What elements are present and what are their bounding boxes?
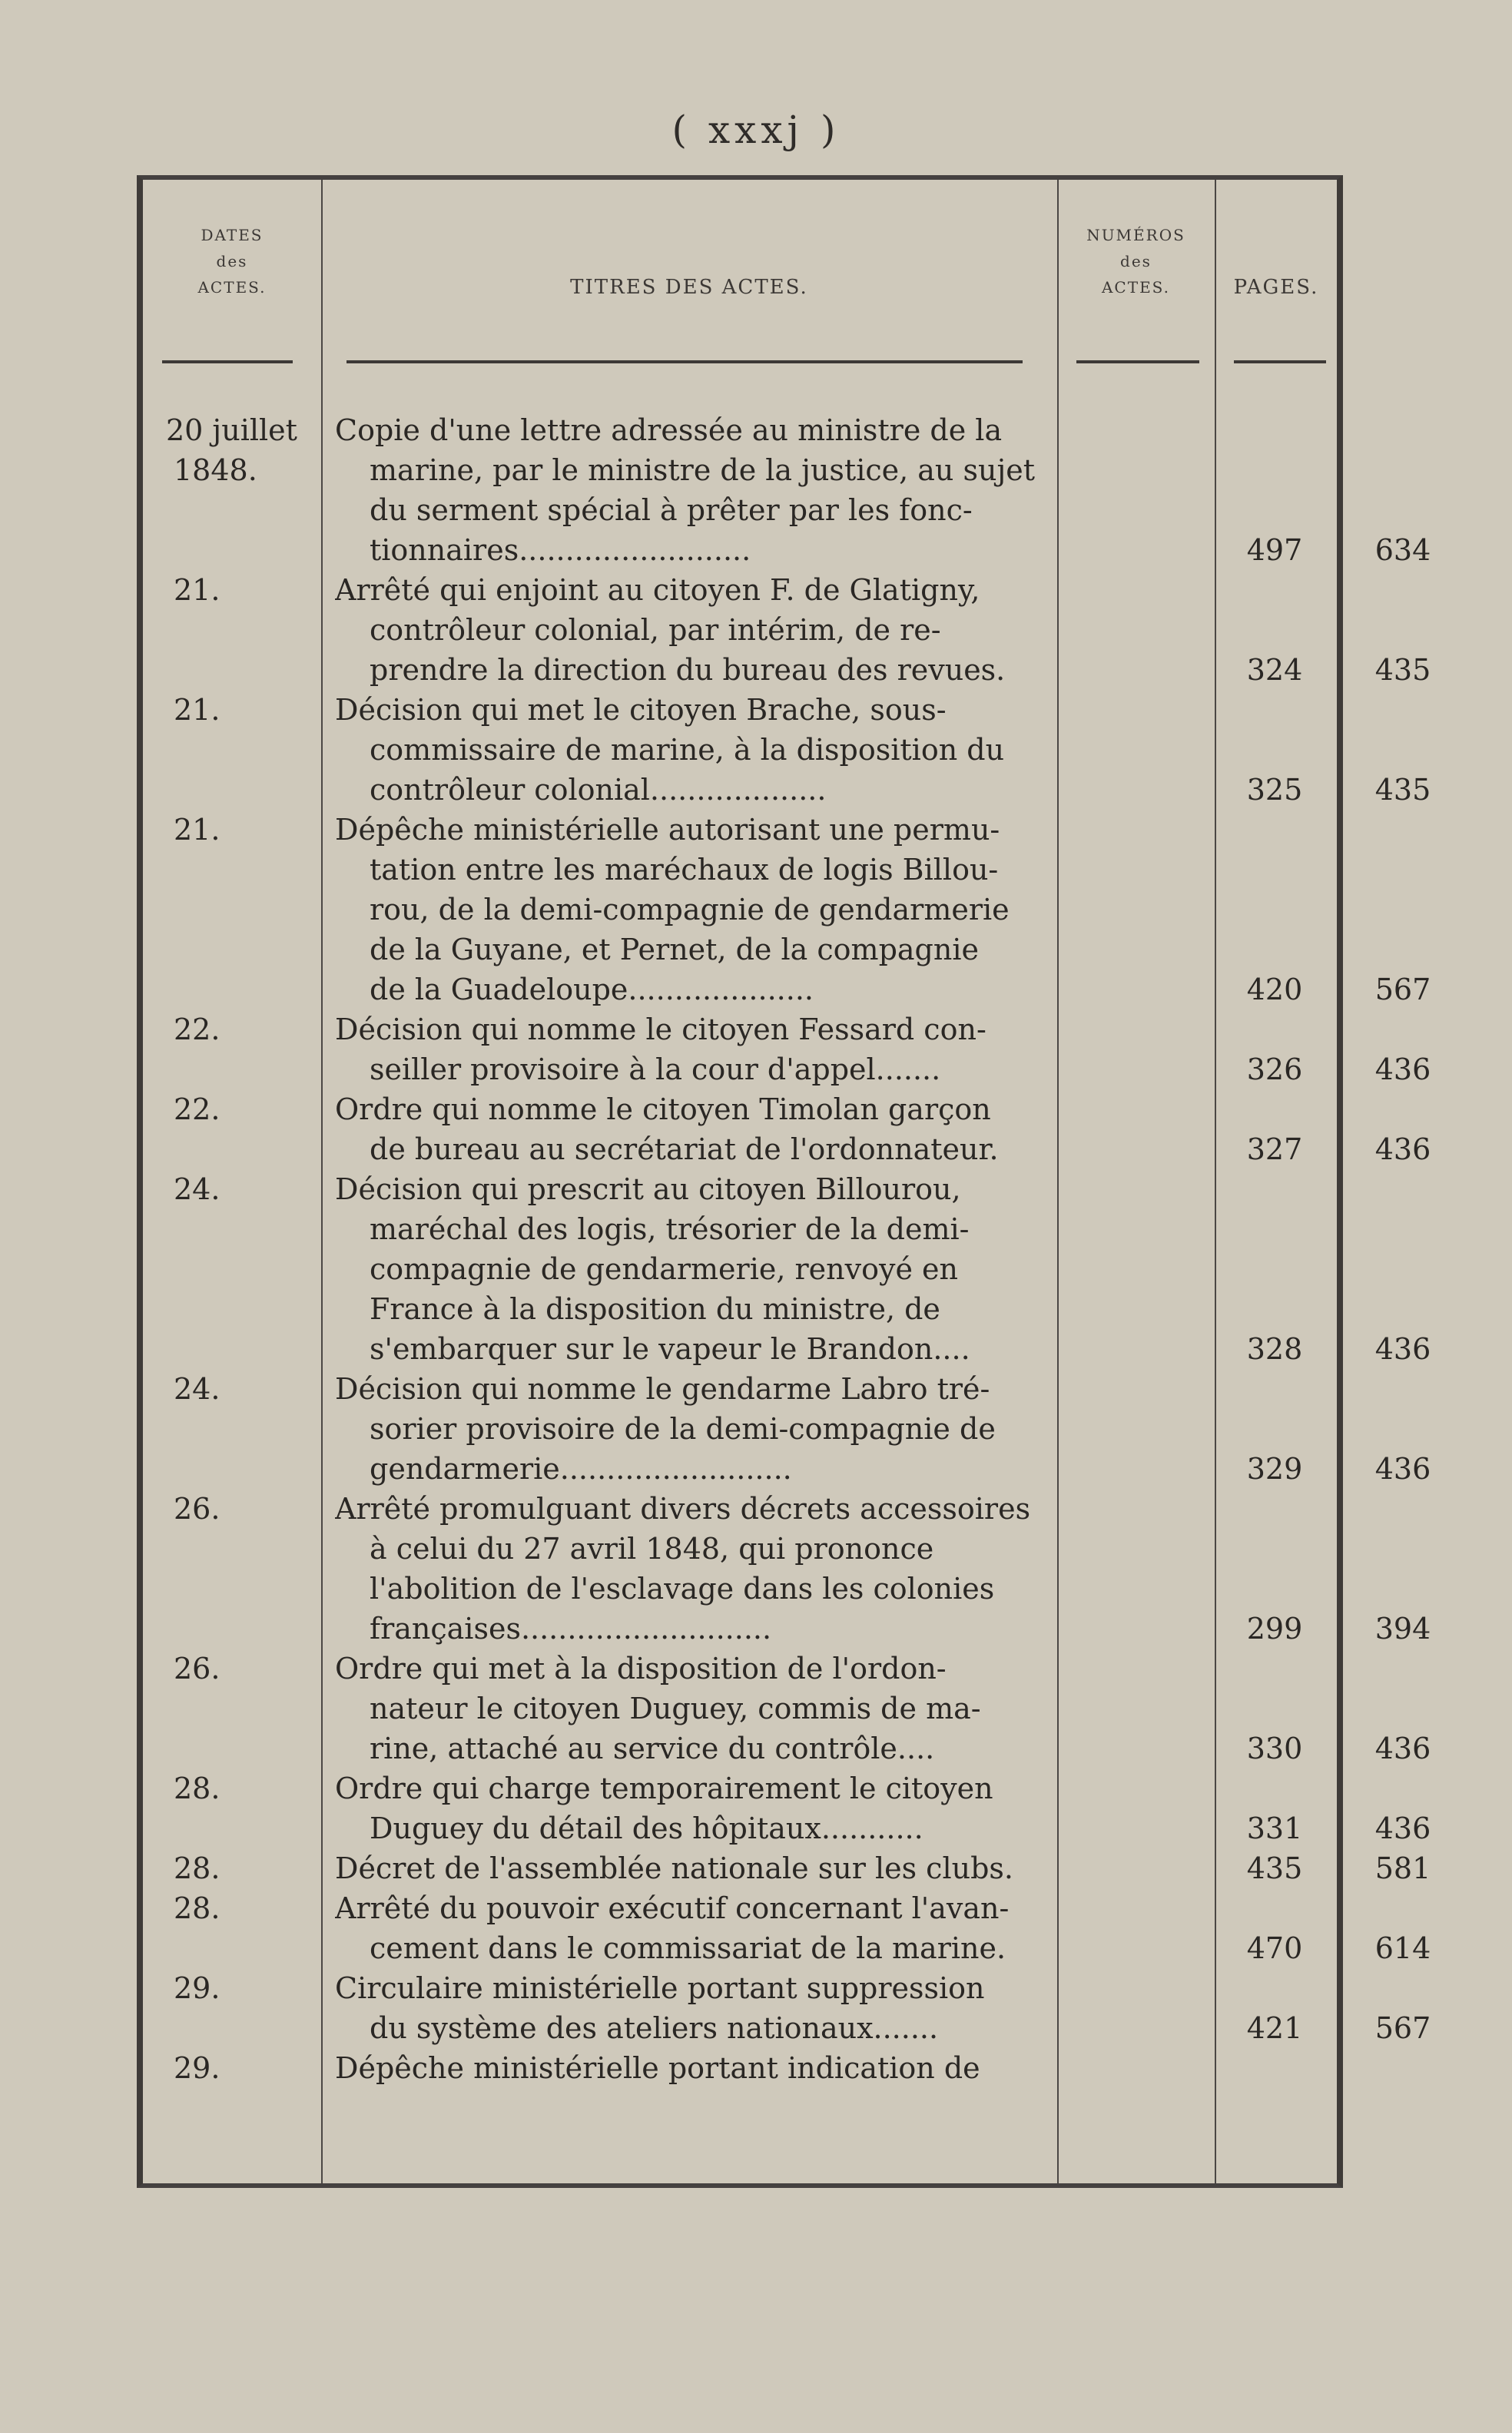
page-title: ( xxxj ) — [671, 108, 841, 152]
row-date — [166, 690, 320, 730]
row-date-line: 28. — [174, 1851, 220, 1885]
row-title — [335, 1169, 1188, 1369]
row-page: 394 — [1374, 1612, 1431, 1646]
row-title-line: Ordre qui charge temporairement le citoyen — [335, 1772, 993, 1805]
row-title — [335, 1649, 1188, 1768]
row-page: 436 — [1374, 1052, 1431, 1086]
column-rule — [321, 180, 323, 2183]
header-numbers-line: ACTES. — [1101, 278, 1171, 297]
row-title-line: Décision qui nomme le gendarme Labro tré- — [335, 1372, 990, 1406]
row-title — [335, 2048, 1188, 2088]
row-title-line: à celui du 27 avril 1848, qui prononce — [370, 1532, 934, 1566]
row-date-line: 28. — [174, 1772, 220, 1805]
row-date — [166, 1848, 320, 1888]
row-title — [335, 1768, 1188, 1848]
row-date — [166, 1009, 320, 1049]
row-title-line: Décision qui prescrit au citoyen Billourou, — [335, 1172, 961, 1206]
row-title-line: marine, par le ministre de la justice, au sujet — [370, 453, 1036, 487]
row-title-line: Dépêche ministérielle autorisant une permu- — [335, 813, 1000, 847]
row-page: 436 — [1374, 1452, 1431, 1486]
row-title-line: compagnie de gendarmerie, renvoyé en — [370, 1252, 958, 1286]
row-number: 324 — [1246, 653, 1303, 687]
row-title-line: françaises........................... — [370, 1612, 772, 1646]
row-title-line: de la Guyane, et Pernet, de la compagnie — [370, 933, 979, 966]
row-title-line: maréchal des logis, trésorier de la demi- — [370, 1212, 970, 1246]
row-title-line: Décret de l'assemblée nationale sur les clubs. — [335, 1851, 1013, 1885]
row-date-line: 29. — [174, 1971, 220, 2005]
row-title — [335, 410, 1188, 570]
header-numbers-line: NUMÉROS — [1086, 226, 1185, 244]
header-titles: TITRES DES ACTES. — [570, 276, 808, 299]
row-title — [335, 1888, 1188, 1968]
row-title — [335, 570, 1188, 690]
row-title — [335, 1848, 1188, 1888]
row-date-line: 21. — [174, 573, 220, 607]
row-title-line: du système des ateliers nationaux....... — [370, 2011, 939, 2045]
row-title-line: contrôleur colonial, par intérim, de re- — [370, 613, 941, 647]
row-title-line: Arrêté du pouvoir exécutif concernant l'avan- — [335, 1891, 1010, 1925]
row-title-line: rou, de la demi-compagnie de gendarmerie — [370, 893, 1010, 926]
row-title-line: seiller provisoire à la cour d'appel....... — [370, 1052, 941, 1086]
row-title-line: cement dans le commissariat de la marine. — [370, 1931, 1006, 1965]
row-number: 435 — [1246, 1851, 1303, 1885]
row-number: 330 — [1246, 1732, 1303, 1765]
row-date — [166, 1649, 320, 1689]
header-underline — [346, 360, 1023, 363]
row-page: 436 — [1374, 1332, 1431, 1366]
row-number: 470 — [1246, 1931, 1303, 1965]
row-date-line: 28. — [174, 1891, 220, 1925]
row-date — [166, 1489, 320, 1529]
row-title-line: de la Guadeloupe.................... — [370, 973, 814, 1006]
row-page: 567 — [1374, 2011, 1431, 2045]
row-title — [335, 1968, 1188, 2048]
row-title-line: Décision qui met le citoyen Brache, sous- — [335, 693, 947, 727]
row-date-line: 29. — [174, 2051, 220, 2085]
row-date-line: 26. — [174, 1652, 220, 1686]
row-page: 435 — [1374, 653, 1431, 687]
row-title — [335, 1089, 1188, 1169]
row-date-line: 1848. — [174, 453, 257, 487]
row-title-line: Copie d'une lettre adressée au ministre de la — [335, 413, 1003, 447]
row-title-line: l'abolition de l'esclavage dans les colonies — [370, 1572, 995, 1606]
header-dates — [143, 222, 321, 300]
row-page: 567 — [1374, 973, 1431, 1006]
row-date-line: 24. — [174, 1172, 220, 1206]
row-number: 326 — [1246, 1052, 1303, 1086]
row-number: 299 — [1246, 1612, 1303, 1646]
row-number: 420 — [1246, 973, 1303, 1006]
row-title — [335, 1369, 1188, 1489]
row-title-line: tation entre les maréchaux de logis Billou- — [370, 853, 999, 887]
header-dates-line: ACTES. — [197, 278, 267, 297]
row-date-line: 21. — [174, 813, 220, 847]
row-page: 581 — [1374, 1851, 1431, 1885]
row-title-line: du serment spécial à prêter par les fonc- — [370, 493, 973, 527]
row-title-line: Ordre qui nomme le citoyen Timolan garçon — [335, 1092, 991, 1126]
row-title-line: Dépêche ministérielle portant indication de — [335, 2051, 980, 2085]
header-dates-line: des — [216, 252, 248, 270]
row-date — [166, 410, 320, 490]
header-underline — [1076, 360, 1199, 363]
row-date — [166, 1169, 320, 1209]
header-dates-line: DATES — [201, 226, 264, 244]
row-title — [335, 1009, 1188, 1089]
row-title-line: gendarmerie......................... — [370, 1452, 792, 1486]
row-date-line: 24. — [174, 1372, 220, 1406]
header-numbers-line: des — [1120, 252, 1152, 270]
row-title-line: Arrêté promulguant divers décrets accessoires — [335, 1492, 1031, 1526]
row-date — [166, 1089, 320, 1129]
row-number: 497 — [1246, 533, 1303, 567]
row-title-line: Circulaire ministérielle portant suppression — [335, 1971, 985, 2005]
row-number: 325 — [1246, 773, 1303, 807]
row-date — [166, 1968, 320, 2008]
row-title-line: de bureau au secrétariat de l'ordonnateur. — [370, 1132, 999, 1166]
row-title-line: contrôleur colonial................... — [370, 773, 827, 807]
row-number: 328 — [1246, 1332, 1303, 1366]
row-number: 327 — [1246, 1132, 1303, 1166]
row-page: 614 — [1374, 1931, 1431, 1965]
row-date — [166, 810, 320, 850]
row-title-line: Duguey du détail des hôpitaux........... — [370, 1811, 923, 1845]
row-date-line: 22. — [174, 1092, 220, 1126]
row-title-line: France à la disposition du ministre, de — [370, 1292, 940, 1326]
row-title-line: tionnaires......................... — [370, 533, 751, 567]
row-title-line: s'embarquer sur le vapeur le Brandon.... — [370, 1332, 970, 1366]
row-page: 436 — [1374, 1811, 1431, 1845]
row-date — [166, 1888, 320, 1928]
row-title-line: Arrêté qui enjoint au citoyen F. de Glatigny, — [335, 573, 980, 607]
row-date-line: 22. — [174, 1013, 220, 1046]
row-page: 436 — [1374, 1732, 1431, 1765]
index-table — [137, 175, 1431, 2188]
row-title — [335, 810, 1188, 1009]
row-title — [335, 1489, 1188, 1649]
row-page: 634 — [1374, 533, 1431, 567]
row-page: 435 — [1374, 773, 1431, 807]
row-number: 421 — [1246, 2011, 1303, 2045]
row-date — [166, 2048, 320, 2088]
row-number: 331 — [1246, 1811, 1303, 1845]
row-number: 329 — [1246, 1452, 1303, 1486]
row-date — [166, 1768, 320, 1808]
row-title-line: commissaire de marine, à la disposition du — [370, 733, 1005, 767]
row-title-line: prendre la direction du bureau des revues. — [370, 653, 1006, 687]
header-underline — [1234, 360, 1326, 363]
row-date-line: 26. — [174, 1492, 220, 1526]
header-underline — [162, 360, 293, 363]
row-date-line: 21. — [174, 693, 220, 727]
row-date — [166, 1369, 320, 1409]
row-title-line: Ordre qui met à la disposition de l'ordon- — [335, 1652, 947, 1686]
row-title — [335, 690, 1188, 810]
row-date — [166, 570, 320, 610]
row-title-line: nateur le citoyen Duguey, commis de ma- — [370, 1692, 981, 1725]
header-numbers — [1057, 222, 1215, 300]
row-title-line: rine, attaché au service du contrôle.... — [370, 1732, 935, 1765]
header-pages: PAGES. — [1233, 276, 1319, 299]
row-date-line: 20 juillet — [166, 413, 297, 447]
row-page: 436 — [1374, 1132, 1431, 1166]
row-title-line: Décision qui nomme le citoyen Fessard con- — [335, 1013, 986, 1046]
row-title-line: sorier provisoire de la demi-compagnie de — [370, 1412, 996, 1446]
